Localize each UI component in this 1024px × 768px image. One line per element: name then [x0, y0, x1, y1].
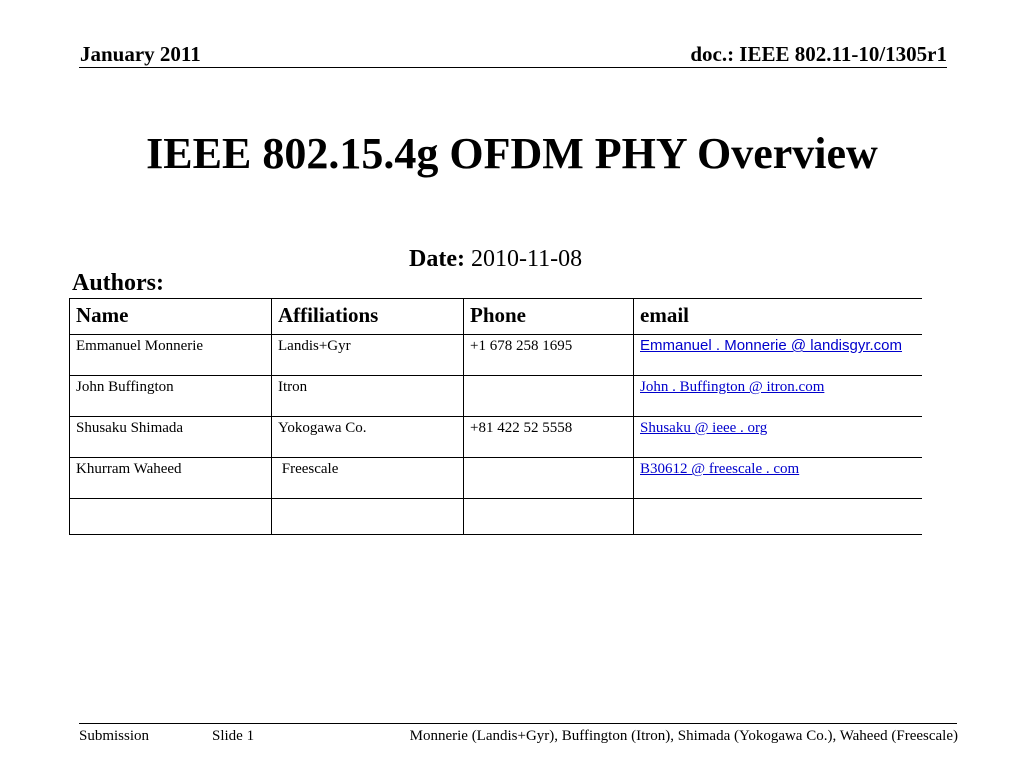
author-phone	[464, 499, 634, 535]
author-email-link[interactable]: Emmanuel . Monnerie @ landisgyr.com	[640, 337, 903, 354]
author-phone: +81 422 52 5558	[464, 417, 634, 458]
header-date: January 2011	[80, 42, 201, 66]
author-name: Shusaku Shimada	[70, 417, 272, 458]
date-label: Date:	[409, 246, 465, 272]
author-affiliation: Landis+Gyr	[272, 335, 464, 376]
date-value: 2010-11-08	[470, 246, 583, 272]
footer-divider	[79, 723, 957, 724]
author-affiliation: Yokogawa Co.	[272, 417, 464, 458]
author-email-link[interactable]: Shusaku @ ieee . org	[640, 420, 768, 436]
author-phone	[464, 458, 634, 499]
author-name: Emmanuel Monnerie	[70, 335, 272, 376]
column-header-affiliations: Affiliations	[272, 299, 464, 335]
header-doc-id: doc.: IEEE 802.11-10/1305r1	[690, 42, 947, 66]
table-row	[70, 458, 922, 499]
footer-slide-number: Slide 1	[212, 728, 255, 744]
author-affiliation: Freescale	[272, 458, 464, 499]
footer-authors: Monnerie (Landis+Gyr), Buffington (Itron), Shimada (Yokogawa Co.), Waheed (Freescale)	[409, 728, 958, 744]
column-header-email: email	[634, 299, 922, 335]
author-email-link[interactable]: B30612 @ freescale . com	[640, 461, 800, 477]
author-email-link[interactable]: John . Buffington @ itron.com	[640, 379, 825, 395]
slide-date	[409, 246, 582, 273]
author-affiliation: Itron	[272, 376, 464, 417]
table-row-empty	[70, 499, 922, 535]
author-email	[634, 499, 922, 535]
table-row	[70, 376, 922, 417]
footer-submission: Submission	[79, 728, 150, 744]
table-row	[70, 417, 922, 458]
column-header-name: Name	[70, 299, 272, 335]
table-header-row	[70, 299, 922, 335]
author-phone	[464, 376, 634, 417]
author-phone: +1 678 258 1695	[464, 335, 634, 376]
author-name	[70, 499, 272, 535]
column-header-phone: Phone	[464, 299, 634, 335]
author-affiliation	[272, 499, 464, 535]
slide-title: IEEE 802.15.4g OFDM PHY Overview	[146, 129, 878, 178]
authors-label: Authors:	[72, 270, 165, 296]
author-name: John Buffington	[70, 376, 272, 417]
header-divider	[79, 67, 947, 68]
authors-table	[69, 298, 922, 535]
table-row	[70, 335, 922, 376]
author-name: Khurram Waheed	[70, 458, 272, 499]
